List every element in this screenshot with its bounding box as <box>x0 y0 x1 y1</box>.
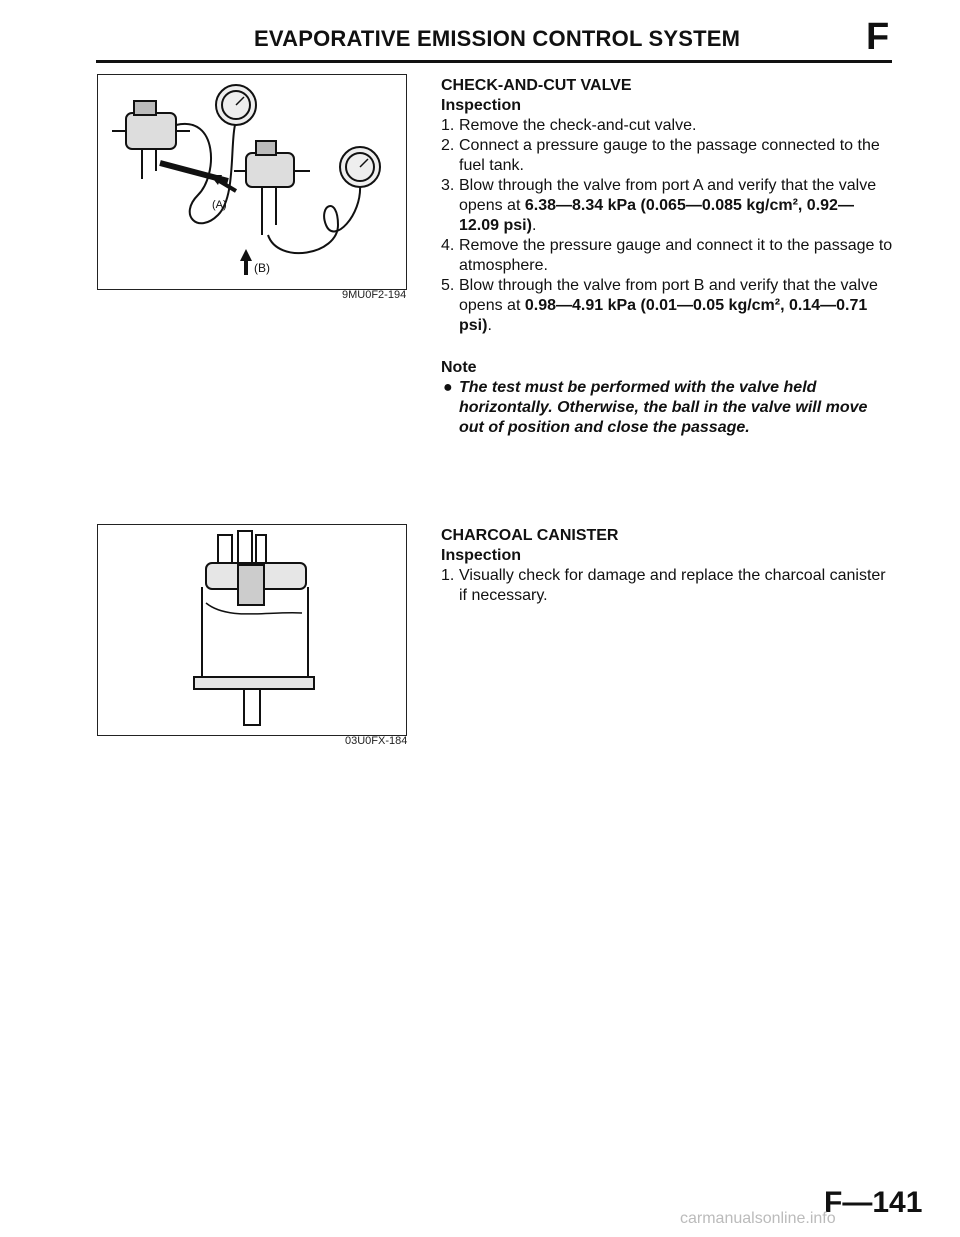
step-item <box>441 566 893 606</box>
step-text-end: . <box>487 317 492 334</box>
step-item <box>441 236 893 276</box>
step-item <box>441 116 893 136</box>
step-item <box>441 136 893 176</box>
step-text: Blow through the valve from port B and verify that the valve opens at <box>459 277 878 314</box>
step-text: Remove the pressure gauge and connect it to the passage to atmosphere. <box>459 237 893 274</box>
step-spec: 0.98—4.91 kPa (0.01—0.05 kg/cm², 0.14—0.71 psi) <box>459 297 868 334</box>
header-rule <box>96 60 892 63</box>
figure-check-and-cut-valve <box>97 74 407 290</box>
step-text: Visually check for damage and replace the charcoal canister if necessary. <box>459 567 886 604</box>
figure-code-2: 03U0FX-184 <box>345 735 408 747</box>
step-number: 4. <box>441 237 455 254</box>
step-item <box>441 176 893 236</box>
watermark: carmanualsonline.info <box>680 1210 836 1227</box>
step-spec: 6.38—8.34 kPa (0.065—0.085 kg/cm², 0.92—12.09 psi) <box>459 197 854 234</box>
check-and-cut-valve-illustration <box>98 75 406 289</box>
figure-charcoal-canister <box>97 524 407 736</box>
section-title: CHECK-AND-CUT VALVE <box>441 77 632 94</box>
note-title: Note <box>441 359 477 376</box>
step-number: 1. <box>441 567 455 584</box>
note-text: The test must be performed with the valve held horizontally. Otherwise, the ball in the valve will move out of position and close the passage. <box>459 379 868 436</box>
section-check-and-cut-valve <box>441 76 893 438</box>
label-port-b: (B) <box>254 261 270 275</box>
step-number: 1. <box>441 117 455 134</box>
page-number: F—141 <box>824 1186 923 1219</box>
step-number: 2. <box>441 137 455 154</box>
note-item <box>441 378 893 438</box>
section-charcoal-canister <box>441 526 893 606</box>
page-header-title: EVAPORATIVE EMISSION CONTROL SYSTEM <box>254 26 741 51</box>
inspection-steps <box>441 116 893 336</box>
section-title: CHARCOAL CANISTER <box>441 527 619 544</box>
charcoal-canister-illustration <box>98 525 406 735</box>
step-text: Connect a pressure gauge to the passage connected to the fuel tank. <box>459 137 880 174</box>
inspection-steps <box>441 566 893 606</box>
step-item <box>441 276 893 336</box>
section-subtitle: Inspection <box>441 97 522 114</box>
bullet-icon: ● <box>443 379 453 396</box>
step-text: Remove the check-and-cut valve. <box>459 117 697 134</box>
figure-code-1: 9MU0F2-194 <box>342 289 407 301</box>
section-letter: F <box>866 16 890 58</box>
section-subtitle: Inspection <box>441 547 522 564</box>
step-number: 5. <box>441 277 455 294</box>
step-text-end: . <box>531 217 537 234</box>
step-text: Blow through the valve from port A and verify that the valve opens at <box>459 177 877 214</box>
label-port-a: (A) <box>212 199 227 211</box>
step-number: 3. <box>441 177 455 194</box>
